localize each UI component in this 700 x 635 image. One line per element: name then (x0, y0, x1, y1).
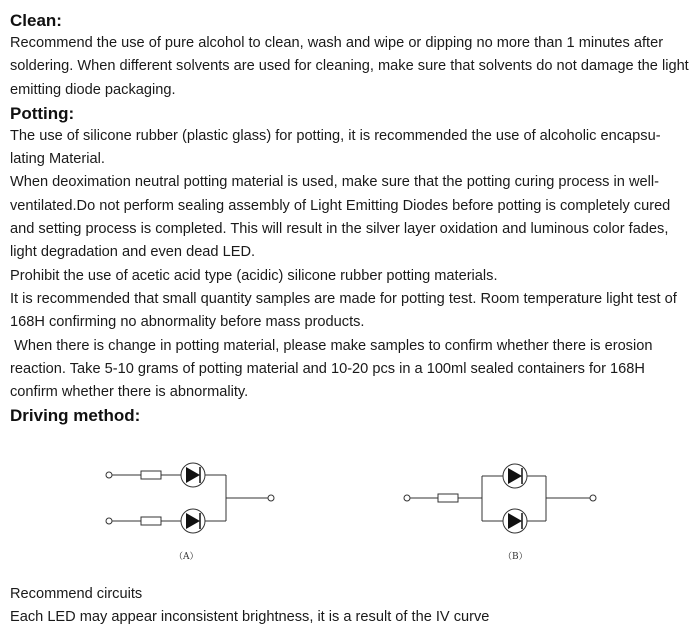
clean-heading: Clean: (10, 11, 62, 30)
potting-paragraph-1: The use of silicone rubber (plastic glass) for potting, it is recommended the use of alcoholic encapsu-lating Material. (10, 127, 661, 168)
circuit-b-caption: （B） (503, 552, 528, 562)
footer-notes (10, 583, 694, 630)
recommend-circuits-text: Recommend circuits (10, 586, 143, 602)
circuit-b (404, 464, 596, 533)
potting-paragraph-3: Prohibit the use of acetic acid type (acidic) silicone rubber potting materials. (10, 267, 498, 284)
potting-heading: Potting: (10, 103, 75, 123)
circuit-diagrams (0, 448, 700, 578)
document-body (10, 9, 694, 427)
circuit-a-caption: （A） (174, 552, 199, 562)
potting-paragraph-5: When there is change in potting material, please make samples to confirm whether there is erosion reaction. Take 5-10 grams of potting material and 10-20 pcs in a 100ml sealed containers for 168H confirm whether there is abnormality. (10, 337, 657, 401)
iv-curve-note: Each LED may appear inconsistent brightness, it is a result of the IV curve (10, 609, 490, 626)
clean-paragraph: Recommend the use of pure alcohol to clean, wash and wipe or dipping no more than 1 minutes after soldering. When different solvents are used for cleaning, make sure that solvents do not damage the light emitting diode packaging. (10, 35, 689, 98)
potting-paragraph-4: It is recommended that small quantity samples are made for potting test. Room temperature light test of 168H confirming no abnormality before mass products. (10, 290, 677, 331)
circuit-a (106, 463, 274, 533)
driving-method-heading: Driving method: (10, 406, 141, 426)
potting-paragraph-2: When deoximation neutral potting material is used, make sure that the potting curing process in well-ventilated.Do not perform sealing assembly of Light Emitting Diodes before potting is completely cured and setting process is completed. This will result in the silver layer oxidation and luminous color fades, light degradation and even dead LED. (10, 174, 671, 261)
